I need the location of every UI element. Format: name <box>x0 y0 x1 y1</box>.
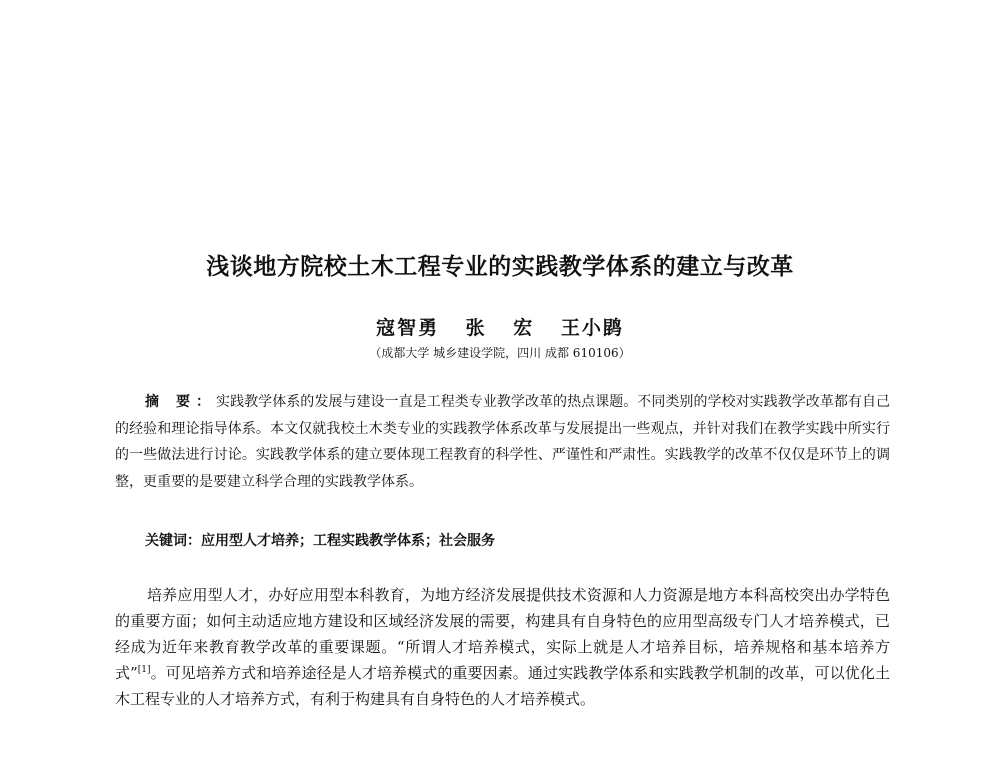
keywords-label: 关键词： <box>145 533 201 549</box>
abstract-label: 摘 要： <box>145 394 217 410</box>
citation-marker[interactable]: [1] <box>137 665 151 675</box>
author-affiliation: （成都大学 城乡建设学院，四川 成都 610106） <box>369 346 631 360</box>
keywords-text: 应用型人才培养；工程实践教学体系；社会服务 <box>201 533 495 549</box>
paper-authors: 寇智勇 张 宏 王小鹍 <box>376 317 624 339</box>
body-paragraph <box>115 582 890 712</box>
abstract-block <box>115 389 890 495</box>
keywords-block <box>145 530 890 550</box>
paper-title: 浅谈地方院校土木工程专业的实践教学体系的建立与改革 <box>206 254 794 280</box>
body-text-part1: 培养应用型人才，办好应用型本科教育，为地方经济发展提供技术资源和人力资源是地方本科高校突出办学特色的重要方面；如何主动适应地方建设和区域经济发展的需要，构建具有自身特色的应用型高级专门人才培养模式，已经成为近年来教育教学改革的重要课题。“所谓人才培养模式，实际上就是人才培养目标，培养规格和基本培养方式” <box>115 586 890 682</box>
abstract-text: 实践教学体系的发展与建设一直是工程类专业教学改革的热点课题。不同类别的学校对实践教学改革都有自己的经验和理论指导体系。本文仅就我校土木类专业的实践教学体系改革与发展提出一些观点，并针对我们在教学实践中所实行的一些做法进行讨论。实践教学体系的建立要体现工程教育的科学性、严谨性和严肃性。实践教学的改革不仅仅是环节上的调整，更重要的是要建立科学合理的实践教学体系。 <box>115 394 891 490</box>
body-text-part2: 。可见培养方式和培养途径是人才培养模式的重要因素。通过实践教学体系和实践教学机制的改革，可以优化土木工程专业的人才培养方式，有利于构建具有自身特色的人才培养模式。 <box>115 664 890 708</box>
